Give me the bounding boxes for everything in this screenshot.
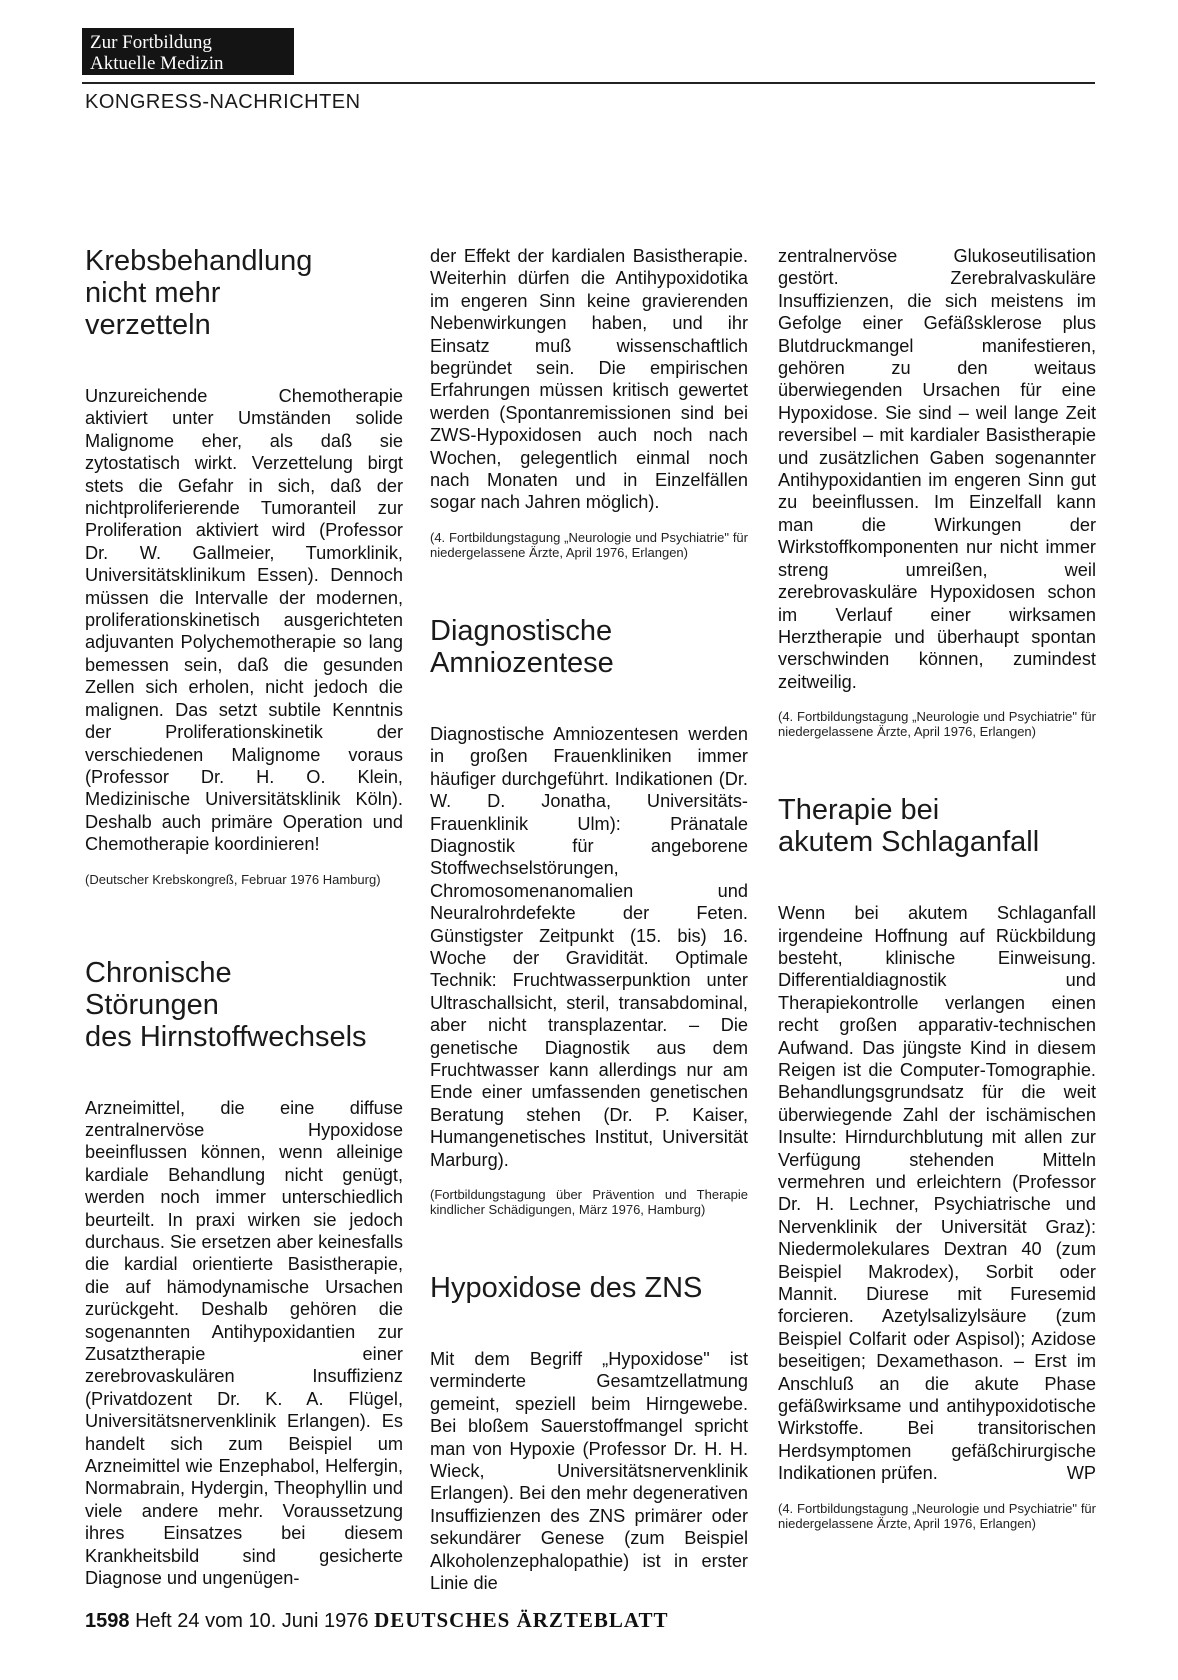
headline-krebs xyxy=(85,245,403,341)
citation-schlag: (4. Fortbildungstagung „Neurologie und Psychiatrie" für niedergelassene Ärzte, April 1976, Erlangen) xyxy=(778,1500,1096,1531)
badge-line-1: Zur Fortbildung xyxy=(90,32,212,53)
article-body-schlag-text: Wenn bei akutem Schlaganfall irgendeine Hoffnung auf Rückbildung besteht, klinische Einweisung. Differentialdiagnostik und Therapiekontrolle verlangen einen recht großen apparativ-technischen Aufwand. Das jüngste Kind in diesem Reigen ist die Computer-Tomographie. Behandlungsgrundsatz für die weit überwiegende Zahl der ischämischen Insulte: Hirndurchblutung mit allen zur Verfügung stehenden Mitteln vermehren und erleichtern (Professor Dr. H. Lechner, Psychiatrische und Nervenklinik der Universität Graz): Niedermolekulares Dextran 40 (zum Beispiel Makrodex), Sorbit oder Mannit. Diurese mit Furesemid forcieren. Azetylsalizylsäure (zum Beispiel Colfarit oder Aspisol); Azidose beseitigen; Dexamethason. – Erst im Anschluß an die akute Phase gefäßwirksame und antihypoxidotische Wirkstoffe. Bei transitorischen Herdsymptomen gefäßchirurgische Indikationen prüfen. xyxy=(778,903,1096,1484)
headline-schlag xyxy=(778,794,1096,858)
badge-line-2: Aktuelle Medizin xyxy=(90,53,224,74)
headline-hirn xyxy=(85,957,403,1053)
article-body-hirn-continued: der Effekt der kardialen Basistherapie. Weiterhin dürfen die Antihypoxidotika im engeren Sinn keine gravierenden Nebenwirkungen haben, und ihr Einsatz muß wissenschaftlich begründet sein. Die empirischen Erfahrungen müssen kritisch gewertet werden (Spontanremissionen sind bei ZWS-Hypoxidosen auch noch nach Wochen, gelegentlich einmal noch nach Monaten und in Einzelfällen sogar nach Jahren möglich). xyxy=(430,246,748,513)
citation-hirn: (4. Fortbildungstagung „Neurologie und Psychiatrie" für niedergelassene Ärzte, April 1976, Erlangen) xyxy=(430,529,748,560)
section-badge xyxy=(82,28,294,75)
headline-line: des Hirnstoffwechsels xyxy=(85,1020,367,1053)
author-signature: WP xyxy=(1066,1463,1096,1484)
header-rule xyxy=(82,82,1095,84)
article-body-schlag xyxy=(778,902,1096,1485)
article-body-amnio: Diagnostische Amniozentesen werden in großen Frauenkliniken immer häufiger durchgeführt. Indikationen (Dr. W. D. Jonatha, Universitäts-Frauenklinik Ulm): Pränatale Diagnostik für angeborene Stoffwechselstörungen, Chromosomenanomalien und Neuralrohrdefekte der Feten. Günstigster Zeitpunkt (15. bis) 16. Woche der Gravidität. Optimale Technik: Fruchtwasserpunktion unter Ultraschallsicht, steril, transabdominal, aber nicht transplazentar. – Die genetische Diagnostik aus dem Fruchtwasser kann allerdings nur am Ende einer umfassenden genetischen Beratung stehen (Dr. P. Kaiser, Humangenetisches Institut, Universität Marburg). xyxy=(430,723,748,1170)
headline-line: Diagnostische xyxy=(430,614,613,647)
column-3 xyxy=(778,245,1096,1531)
headline-line: Chronische xyxy=(85,956,232,989)
headline-zns: Hypoxidose des ZNS xyxy=(430,1272,703,1304)
citation-krebs: (Deutscher Krebskongreß, Februar 1976 Hamburg) xyxy=(85,871,381,887)
column-1 xyxy=(85,245,403,1589)
headline-line: Amniozentese xyxy=(430,646,614,679)
headline-line: Störungen xyxy=(85,988,219,1021)
citation-amnio: (Fortbildungstagung über Prävention und Therapie kindlicher Schädigungen, März 1976, Hamburg) xyxy=(430,1187,748,1217)
citation-zns: (4. Fortbildungstagung „Neurologie und Psychiatrie" für niedergelassene Ärzte, April 1976, Erlangen) xyxy=(778,709,1096,740)
issue-info: Heft 24 vom 10. Juni 1976 xyxy=(135,1610,369,1632)
page-number: 1598 xyxy=(85,1610,130,1632)
headline-line: verzetteln xyxy=(85,309,211,341)
article-body-hirn: Arzneimittel, die eine diffuse zentralnervöse Hypoxidose beeinflussen können, wenn alleinige kardiale Behandlung nicht genügt, werden noch immer unterschiedlich beurteilt. In praxi wirken sie jedoch durchaus. Sie ersetzen aber keinesfalls die kardial orientierte Basistherapie, die auf hämodynamische Ursachen zurückgeht. Deshalb gehören die sogenannten Antihypoxidantien zur Zusatztherapie einer zerebrovaskulären Insuffizienz (Privatdozent Dr. K. A. Flügel, Universitätsnervenklinik Erlangen). Es handelt sich zum Beispiel um Arzneimittel wie Enzephabol, Helfergin, Normabrain, Hydergin, Theophyllin und viele andere mehr. Voraussetzung ihres Einsatzes bei diesem Krankheitsbild sind gesicherte Diagnose und ungenügen- xyxy=(85,1097,403,1589)
article-body-zns-continued: zentralnervöse Glukoseutilisation gestört. Zerebralvaskuläre Insuffizienzen, die sich meistens im Gefolge einer Gefäßsklerose plus Blutdruckmangel manifestieren, gehören zu den weitaus überwiegenden Ursachen für eine Hypoxidose. Sie sind – weil lange Zeit reversibel – mit kardialer Basistherapie und zusätzlichen Gaben sogenannter Antihypoxidantien im engeren Sinn gut zu beeinflussen. Im Einzelfall kann man die Wirkungen der Wirkstoffkomponenten nur nicht immer streng umreißen, weil zerebrovaskuläre Hypoxidosen schon im Verlauf einer wirksamen Herztherapie und überhaupt spontan verschwinden können, zumindest zeitweilig. xyxy=(778,246,1096,692)
page-footer xyxy=(85,1608,669,1633)
article-body-zns: Mit dem Begriff „Hypoxidose" ist verminderte Gesamtzellatmung gemeint, speziell beim Hirngewebe. Bei bloßem Sauerstoffmangel spricht man von Hypoxie (Professor Dr. H. H. Wieck, Universitätsnervenklinik Erlangen). Bei den mehr degenerativen Insuffizienzen des ZNS primärer oder sekundärer Genese (zum Beispiel Alkoholenzephalopathie) ist in erster Linie die xyxy=(430,1349,748,1594)
article-body-krebs: Unzureichende Chemotherapie aktiviert unter Umständen solide Malignome eher, als daß sie zytostatisch wirkt. Verzettelung birgt stets die Gefahr in sich, daß der nichtproliferierende Tumoranteil zur Proliferation aktiviert wird (Professor Dr. W. Gallmeier, Tumorklinik, Universitätsklinikum Essen). Dennoch müssen die Intervalle der modernen, proliferationskinetisch ausgerichteten adjuvanten Polychemotherapie so lang bemessen sein, daß die gesunden Zellen sich erholen, nicht jedoch die malignen. Das setzt subtile Kenntnis der Proliferationskinetik der verschiedenen Malignome voraus (Professor Dr. H. O. Klein, Medizinische Universitätsklinik Köln). Deshalb auch primäre Operation und Chemotherapie koordinieren! xyxy=(85,386,403,855)
section-label: KONGRESS-NACHRICHTEN xyxy=(85,91,361,113)
column-2 xyxy=(430,245,748,1594)
headline-line: nicht mehr xyxy=(85,277,221,309)
headline-line: Therapie bei xyxy=(778,794,940,827)
headline-amnio xyxy=(430,615,748,679)
journal-name: DEUTSCHES ÄRZTEBLATT xyxy=(374,1608,669,1632)
headline-line: akutem Schlaganfall xyxy=(778,826,1040,859)
headline-line: Krebsbehandlung xyxy=(85,245,313,277)
